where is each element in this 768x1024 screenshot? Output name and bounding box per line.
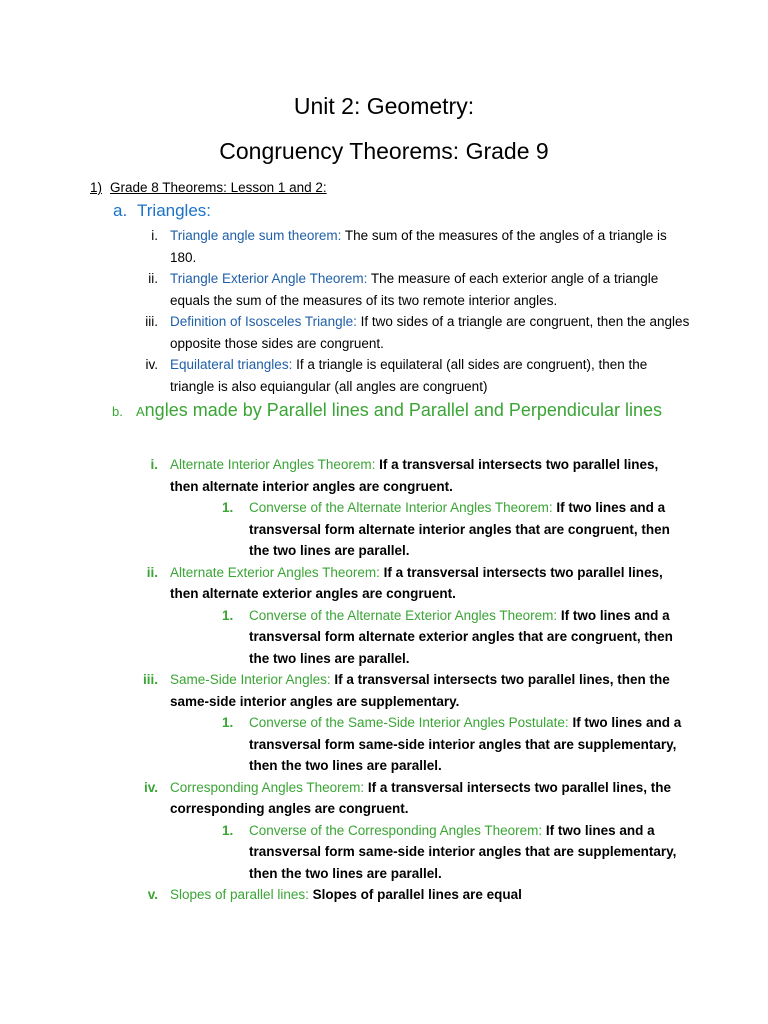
theorem-term: Alternate Exterior Angles Theorem: <box>170 564 380 580</box>
list-marker: v. <box>147 887 158 902</box>
list-marker: i. <box>151 228 158 243</box>
subsection-b-title: ngles made by Parallel lines and Parallel and Perpendicular lines <box>144 400 662 420</box>
document-title-topic: Congruency Theorems: Grade 9 <box>219 138 549 164</box>
theorem-text: The measure of each exterior angle of a triangle equals the sum of the measures of its two remote interior angles. <box>170 271 659 308</box>
converse-text: If two lines and a transversal form same-side interior angles that are supplementary, then the two lines are parallel. <box>249 822 677 881</box>
list-marker: 1. <box>222 822 234 838</box>
list-marker: 1. <box>222 607 234 623</box>
list-marker: iii. <box>142 672 158 687</box>
list-item <box>130 354 690 397</box>
theorem-term: Corresponding Angles Theorem: <box>170 779 365 795</box>
list-marker: iii. <box>145 314 158 329</box>
theorem-term: Alternate Interior Angles Theorem: <box>170 457 376 472</box>
document-title-unit: Unit 2: Geometry: <box>293 93 475 119</box>
list-item <box>130 454 690 497</box>
subsection-a-heading <box>113 201 211 221</box>
converse-text: If two lines and a transversal form alternate exterior angles that are congruent, then the two lines are parallel. <box>249 607 673 666</box>
converse-term: Converse of the Same-Side Interior Angles Postulate: <box>249 715 569 730</box>
triangles-list <box>130 225 690 397</box>
list-item <box>130 669 690 712</box>
converse-item <box>130 497 690 562</box>
theorem-term: Triangle angle sum theorem: <box>170 228 342 243</box>
list-marker: ii. <box>148 271 158 286</box>
subsection-b-initial: A <box>136 404 145 419</box>
theorem-text: If a transversal intersects two parallel lines, then the same-side interior angles are supplementary. <box>170 672 670 709</box>
subsection-b-label: b. <box>112 404 123 419</box>
subsection-a-label: a. <box>113 201 128 220</box>
converse-item <box>130 712 690 777</box>
theorem-text: If a transversal intersects two parallel lines, then alternate interior angles are congruent. <box>170 457 659 494</box>
list-marker: iv. <box>145 357 158 372</box>
theorem-term: Triangle Exterior Angle Theorem: <box>170 271 368 286</box>
section-1-title: Grade 8 Theorems: Lesson 1 and 2: <box>110 180 327 195</box>
list-item <box>130 225 690 268</box>
list-item <box>130 884 690 906</box>
section-1-number: 1) <box>90 180 103 195</box>
list-marker: 1. <box>222 500 234 515</box>
converse-item <box>130 605 690 670</box>
list-item <box>130 562 690 605</box>
converse-text: If two lines and a transversal form same-side interior angles that are supplementary, then the two lines are parallel. <box>249 715 682 773</box>
theorem-text: Slopes of parallel lines are equal <box>308 887 522 902</box>
parallel-lines-list <box>130 454 690 906</box>
subsection-a-title: Triangles: <box>137 201 212 220</box>
list-marker: ii. <box>146 564 158 580</box>
converse-term: Converse of the Alternate Exterior Angles Theorem: <box>249 607 558 623</box>
subsection-b-heading <box>112 396 692 426</box>
list-marker: 1. <box>222 715 234 730</box>
list-item <box>130 311 690 354</box>
list-marker: i. <box>150 457 158 472</box>
list-item <box>130 268 690 311</box>
converse-text: If two lines and a transversal form alternate interior angles that are congruent, then the two lines are parallel. <box>249 500 670 558</box>
converse-term: Converse of the Alternate Interior Angles Theorem: <box>249 500 553 515</box>
theorem-text: If a transversal intersects two parallel lines, then alternate exterior angles are congruent. <box>170 564 663 601</box>
theorem-term: Definition of Isosceles Triangle: <box>170 314 357 329</box>
list-item <box>130 777 690 820</box>
theorem-term: Slopes of parallel lines: <box>170 887 309 902</box>
converse-term: Converse of the Corresponding Angles Theorem: <box>249 822 543 838</box>
theorem-text: The sum of the measures of the angles of a triangle is 180. <box>170 228 667 265</box>
theorem-text: If two sides of a triangle are congruent, then the angles opposite those sides are congruent. <box>170 314 690 351</box>
theorem-text: If a transversal intersects two parallel lines, the corresponding angles are congruent. <box>170 779 671 816</box>
list-marker: iv. <box>143 779 158 795</box>
theorem-term: Equilateral triangles: <box>170 357 293 372</box>
theorem-text: If a triangle is equilateral (all sides are congruent), then the triangle is also equiangular (all angles are congruent) <box>170 357 648 394</box>
theorem-term: Same-Side Interior Angles: <box>170 672 331 687</box>
converse-item <box>130 820 690 885</box>
section-1-heading <box>90 180 327 195</box>
